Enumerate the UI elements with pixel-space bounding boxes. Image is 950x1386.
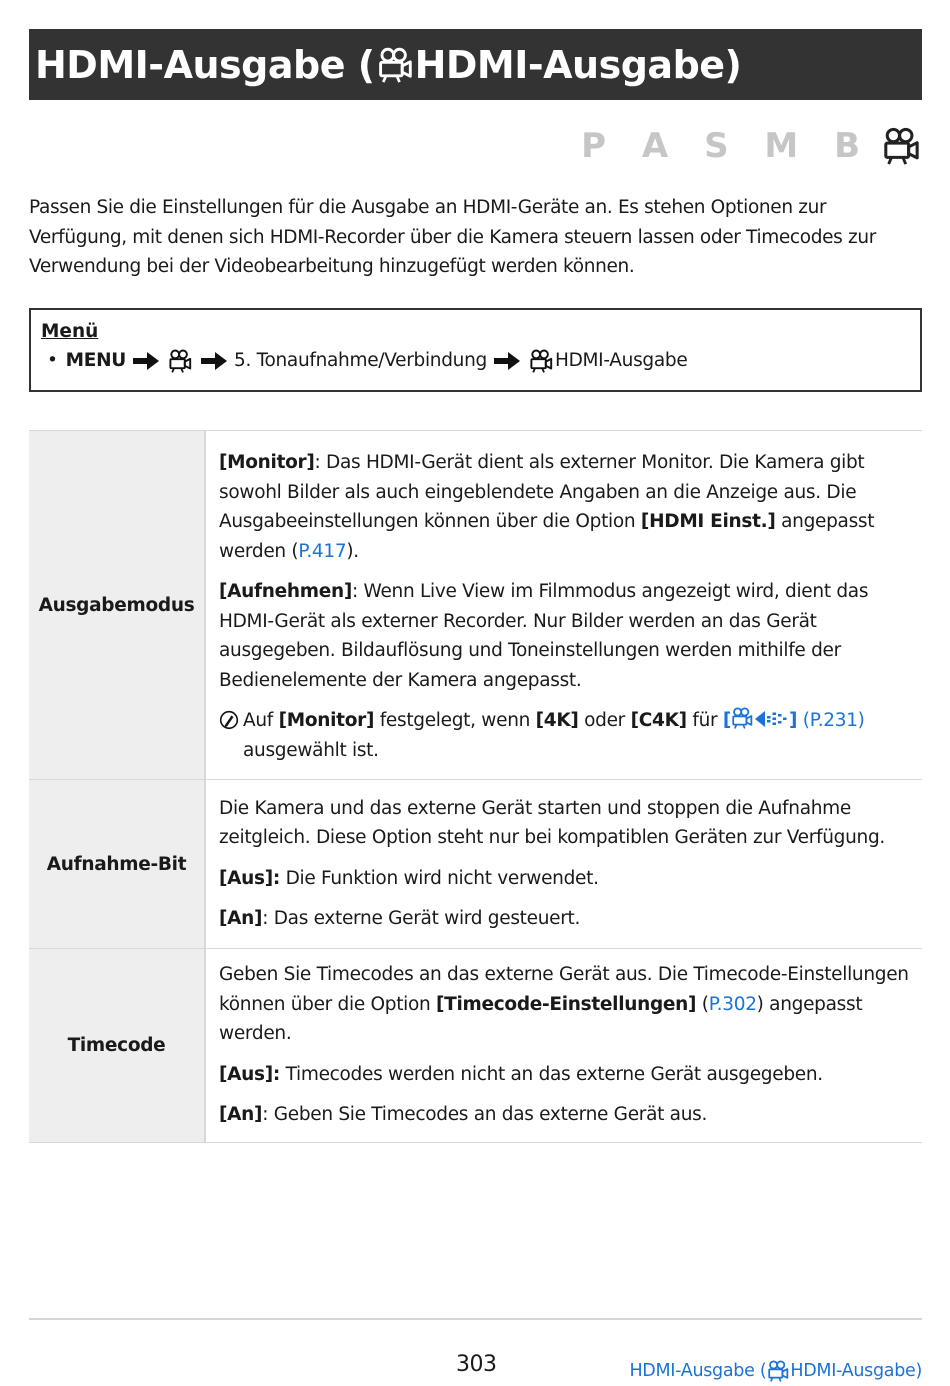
row-content xyxy=(205,780,922,949)
movie-camera-icon xyxy=(767,1360,789,1382)
option-off xyxy=(219,1060,912,1090)
option-monitor xyxy=(219,448,912,566)
arrow-right-icon xyxy=(494,352,520,370)
option-text: angepasst werden ( xyxy=(219,511,875,562)
option-text: : Geben Sie Timecodes an das externe Gerät aus. xyxy=(262,1104,708,1125)
link-bracket: ] xyxy=(789,710,798,731)
footer-ref-suffix: HDMI-Ausgabe) xyxy=(790,1361,922,1381)
option-key: [An] xyxy=(219,908,263,929)
menu-title: Menü xyxy=(41,321,99,342)
movie-camera-icon xyxy=(731,707,753,729)
footer-divider xyxy=(29,1318,922,1320)
note-key: [Monitor] xyxy=(278,710,375,731)
option-on xyxy=(219,904,912,934)
row-content xyxy=(205,949,922,1143)
row-description xyxy=(219,960,912,1049)
arrow-right-icon xyxy=(201,352,227,370)
table-row xyxy=(29,431,922,780)
note-text-part: festgelegt, wenn xyxy=(374,710,536,731)
option-record xyxy=(219,577,912,695)
note-text-part: ausgewählt ist. xyxy=(243,739,379,761)
note-text-part: oder xyxy=(578,710,631,731)
note-text-part: für xyxy=(686,710,723,731)
option-key: [Timecode-Einstellungen] xyxy=(436,993,697,1015)
option-key: [Aus]: xyxy=(219,1063,281,1085)
link-bracket: [ xyxy=(722,710,732,731)
option-text: : Wenn Live View im Filmmodus angezeigt wird, dient das HDMI-Gerät als externer Recorder. Nur Bilder werden an das Gerät ausgegeben. Bildauflösung und Toneinstellungen werden mithilfe der Bedienelemente der Kamera angepasst. xyxy=(219,581,869,691)
page-title-suffix: HDMI-Ausgabe) xyxy=(414,42,742,87)
option-text: : Das HDMI-Gerät dient als externer Monitor. Die Kamera gibt sowohl Bilder als auch eingeblendete Angaben an die Anzeige aus. Die Ausgabeeinstellungen können über die Option xyxy=(219,452,865,532)
option-off xyxy=(219,864,912,894)
menu-path-step: 5. Tonaufnahme/Verbindung xyxy=(233,350,487,371)
desc-text: Geben Sie Timecodes an das externe Gerät aus. Die Timecode-Einstellungen können über die Option xyxy=(219,964,909,1015)
note-key: [4K] xyxy=(535,710,579,731)
option-text: Timecodes werden nicht an das externe Gerät ausgegeben. xyxy=(280,1063,823,1085)
settings-table xyxy=(29,430,922,1143)
option-key: [Aus]: xyxy=(219,867,281,889)
note-icon xyxy=(219,706,243,765)
row-label: Timecode xyxy=(29,949,205,1143)
option-text: : Das externe Gerät wird gesteuert. xyxy=(262,908,581,929)
note-text-part: Auf xyxy=(243,710,279,731)
movie-camera-icon xyxy=(168,349,192,373)
page-reference-link: (P.231) xyxy=(802,710,865,731)
table-row xyxy=(29,780,922,949)
menu-box xyxy=(29,308,922,392)
movie-camera-icon xyxy=(882,127,920,165)
page-title xyxy=(29,29,922,100)
row-content xyxy=(205,431,922,780)
page-reference-link[interactable]: P.302 xyxy=(708,993,757,1015)
page-reference-link[interactable]: P.417 xyxy=(298,540,347,562)
arrow-right-icon xyxy=(133,352,159,370)
option-key: [Aufnehmen] xyxy=(219,581,353,602)
bullet: • xyxy=(47,350,58,371)
option-key: [An] xyxy=(219,1104,263,1125)
option-key: [HDMI Einst.] xyxy=(640,511,776,532)
menu-path-end: HDMI-Ausgabe xyxy=(554,350,688,371)
mode-letters: P A S M B xyxy=(581,126,872,166)
page-number: 303 xyxy=(456,1352,497,1377)
note xyxy=(219,706,912,765)
menu-path-start: MENU xyxy=(65,350,126,371)
shooting-modes xyxy=(581,126,920,166)
desc-text: ) angepasst werden. xyxy=(219,993,863,1044)
video-mode-link[interactable] xyxy=(723,710,865,731)
footer-section-link[interactable] xyxy=(629,1360,922,1382)
desc-text: ( xyxy=(696,993,709,1015)
page-title-prefix: HDMI-Ausgabe ( xyxy=(35,42,375,87)
note-key: [C4K] xyxy=(630,710,687,731)
row-description: Die Kamera und das externe Gerät starten und stoppen die Aufnahme zeitgleich. Diese Option steht nur bei kompatiblen Geräten zur Verfügung. xyxy=(219,797,885,848)
option-key: [Monitor] xyxy=(219,452,315,473)
menu-path xyxy=(41,346,910,376)
movie-camera-icon xyxy=(529,349,553,373)
option-on xyxy=(219,1100,912,1130)
row-label: Ausgabemodus xyxy=(29,431,205,780)
option-text: ). xyxy=(346,540,359,562)
table-row xyxy=(29,949,922,1143)
video-quality-icon xyxy=(753,709,789,729)
intro-paragraph: Passen Sie die Einstellungen für die Ausgabe an HDMI-Geräte an. Es stehen Optionen zur Verfügung, mit denen sich HDMI-Recorder über die Kamera steuern lassen oder Timecodes zur Verwendung bei der Videobearbeitung hinzugefügt werden können. xyxy=(29,197,876,277)
note-text xyxy=(243,706,865,765)
row-label: Aufnahme-Bit xyxy=(29,780,205,949)
option-text: Die Funktion wird nicht verwendet. xyxy=(280,867,599,889)
movie-camera-icon xyxy=(377,46,413,84)
footer-ref-prefix: HDMI-Ausgabe ( xyxy=(629,1361,767,1381)
